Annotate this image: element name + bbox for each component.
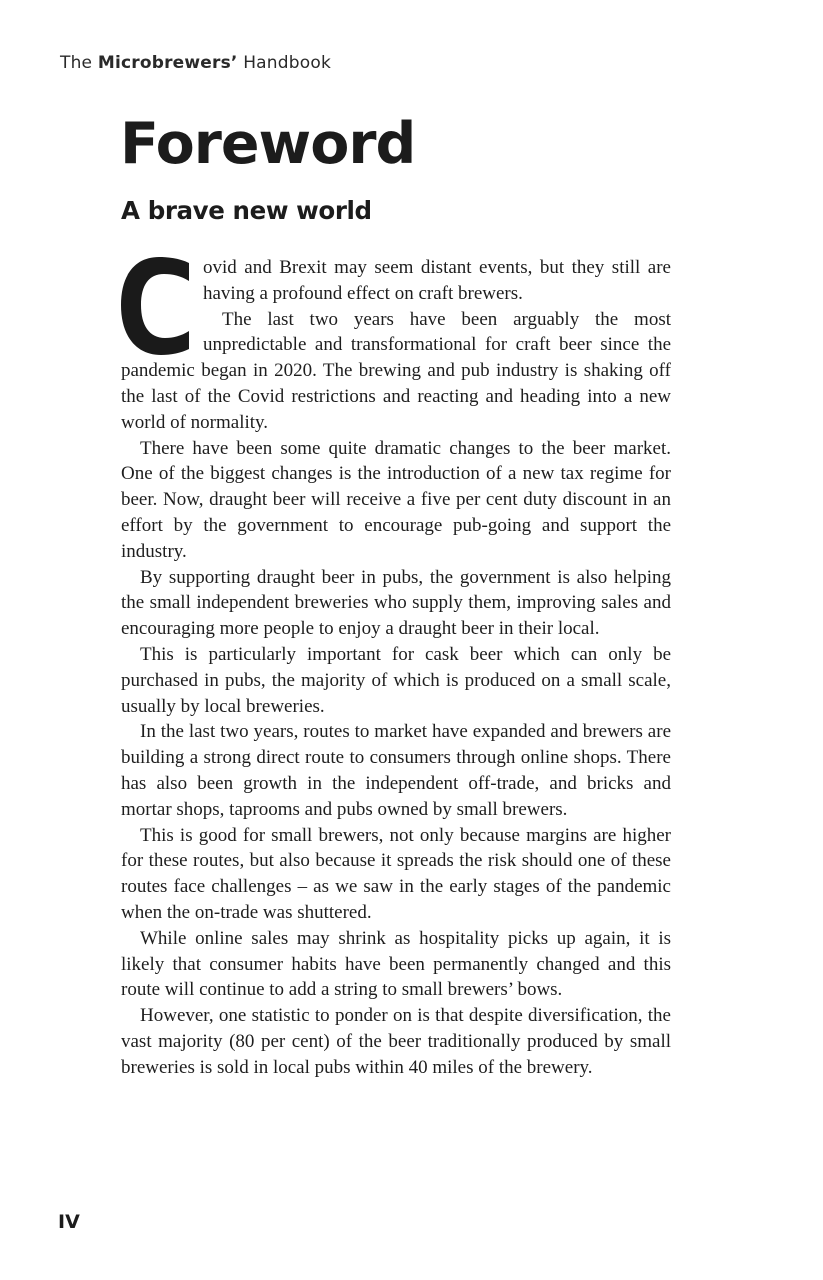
- running-head-prefix: The: [60, 53, 98, 73]
- paragraph-8: While online sales may shrink as hospitality picks up again, it is likely that consumer habits have been permanently changed and this route will continue to add a string to small brewers’ bows.: [121, 927, 671, 1001]
- paragraph-2: The last two years have been arguably the most unpredictable and transformational for craft beer since the pandemic began in 2020. The brewing and pub industry is shaking off the last of the Covid restrictions and reacting and heading into a new world of normality.: [121, 308, 671, 433]
- paragraph-5: This is particularly important for cask beer which can only be purchased in pubs, the majority of which is produced on a small scale, usually by local breweries.: [121, 643, 671, 717]
- paragraph-9: However, one statistic to ponder on is that despite diversification, the vast majority (80 per cent) of the beer traditionally produced by small breweries is sold in local pubs within 40 miles of the brewery.: [121, 1005, 671, 1078]
- paragraph-7: This is good for small brewers, not only because margins are higher for these routes, but also because it spreads the risk should one of these routes face challenges – as we saw in the early stages of the pandemic when the on-trade was shuttered.: [121, 824, 671, 923]
- drop-cap: [119, 257, 195, 355]
- running-head: [60, 53, 331, 73]
- running-head-suffix: Handbook: [237, 53, 332, 73]
- paragraph-6: In the last two years, routes to market have expanded and brewers are building a strong direct route to consumers through online shops. There has also been growth in the independent off-trade, and bricks and mortar shops, taprooms and pubs owned by small brewers.: [121, 721, 671, 820]
- chapter-title: Foreword: [120, 111, 416, 177]
- paragraph-3: There have been some quite dramatic changes to the beer market. One of the biggest changes is the introduction of a new tax regime for beer. Now, draught beer will receive a five per cent duty discount in an effort by the government to encourage pub-going and support the industry.: [121, 437, 671, 562]
- paragraph-4: By supporting draught beer in pubs, the government is also helping the small independent breweries who supply them, improving sales and encouraging more people to enjoy a draught beer in their local.: [121, 566, 671, 640]
- drop-cap-glyph: [119, 257, 195, 355]
- body-text: [121, 255, 671, 1081]
- paragraph-1: ovid and Brexit may seem distant events, but they still are having a profound effect on craft brewers.: [203, 257, 671, 304]
- chapter-subtitle: A brave new world: [121, 196, 372, 225]
- page-number: IV: [58, 1211, 80, 1233]
- running-head-book-name: Microbrewers’: [97, 53, 238, 73]
